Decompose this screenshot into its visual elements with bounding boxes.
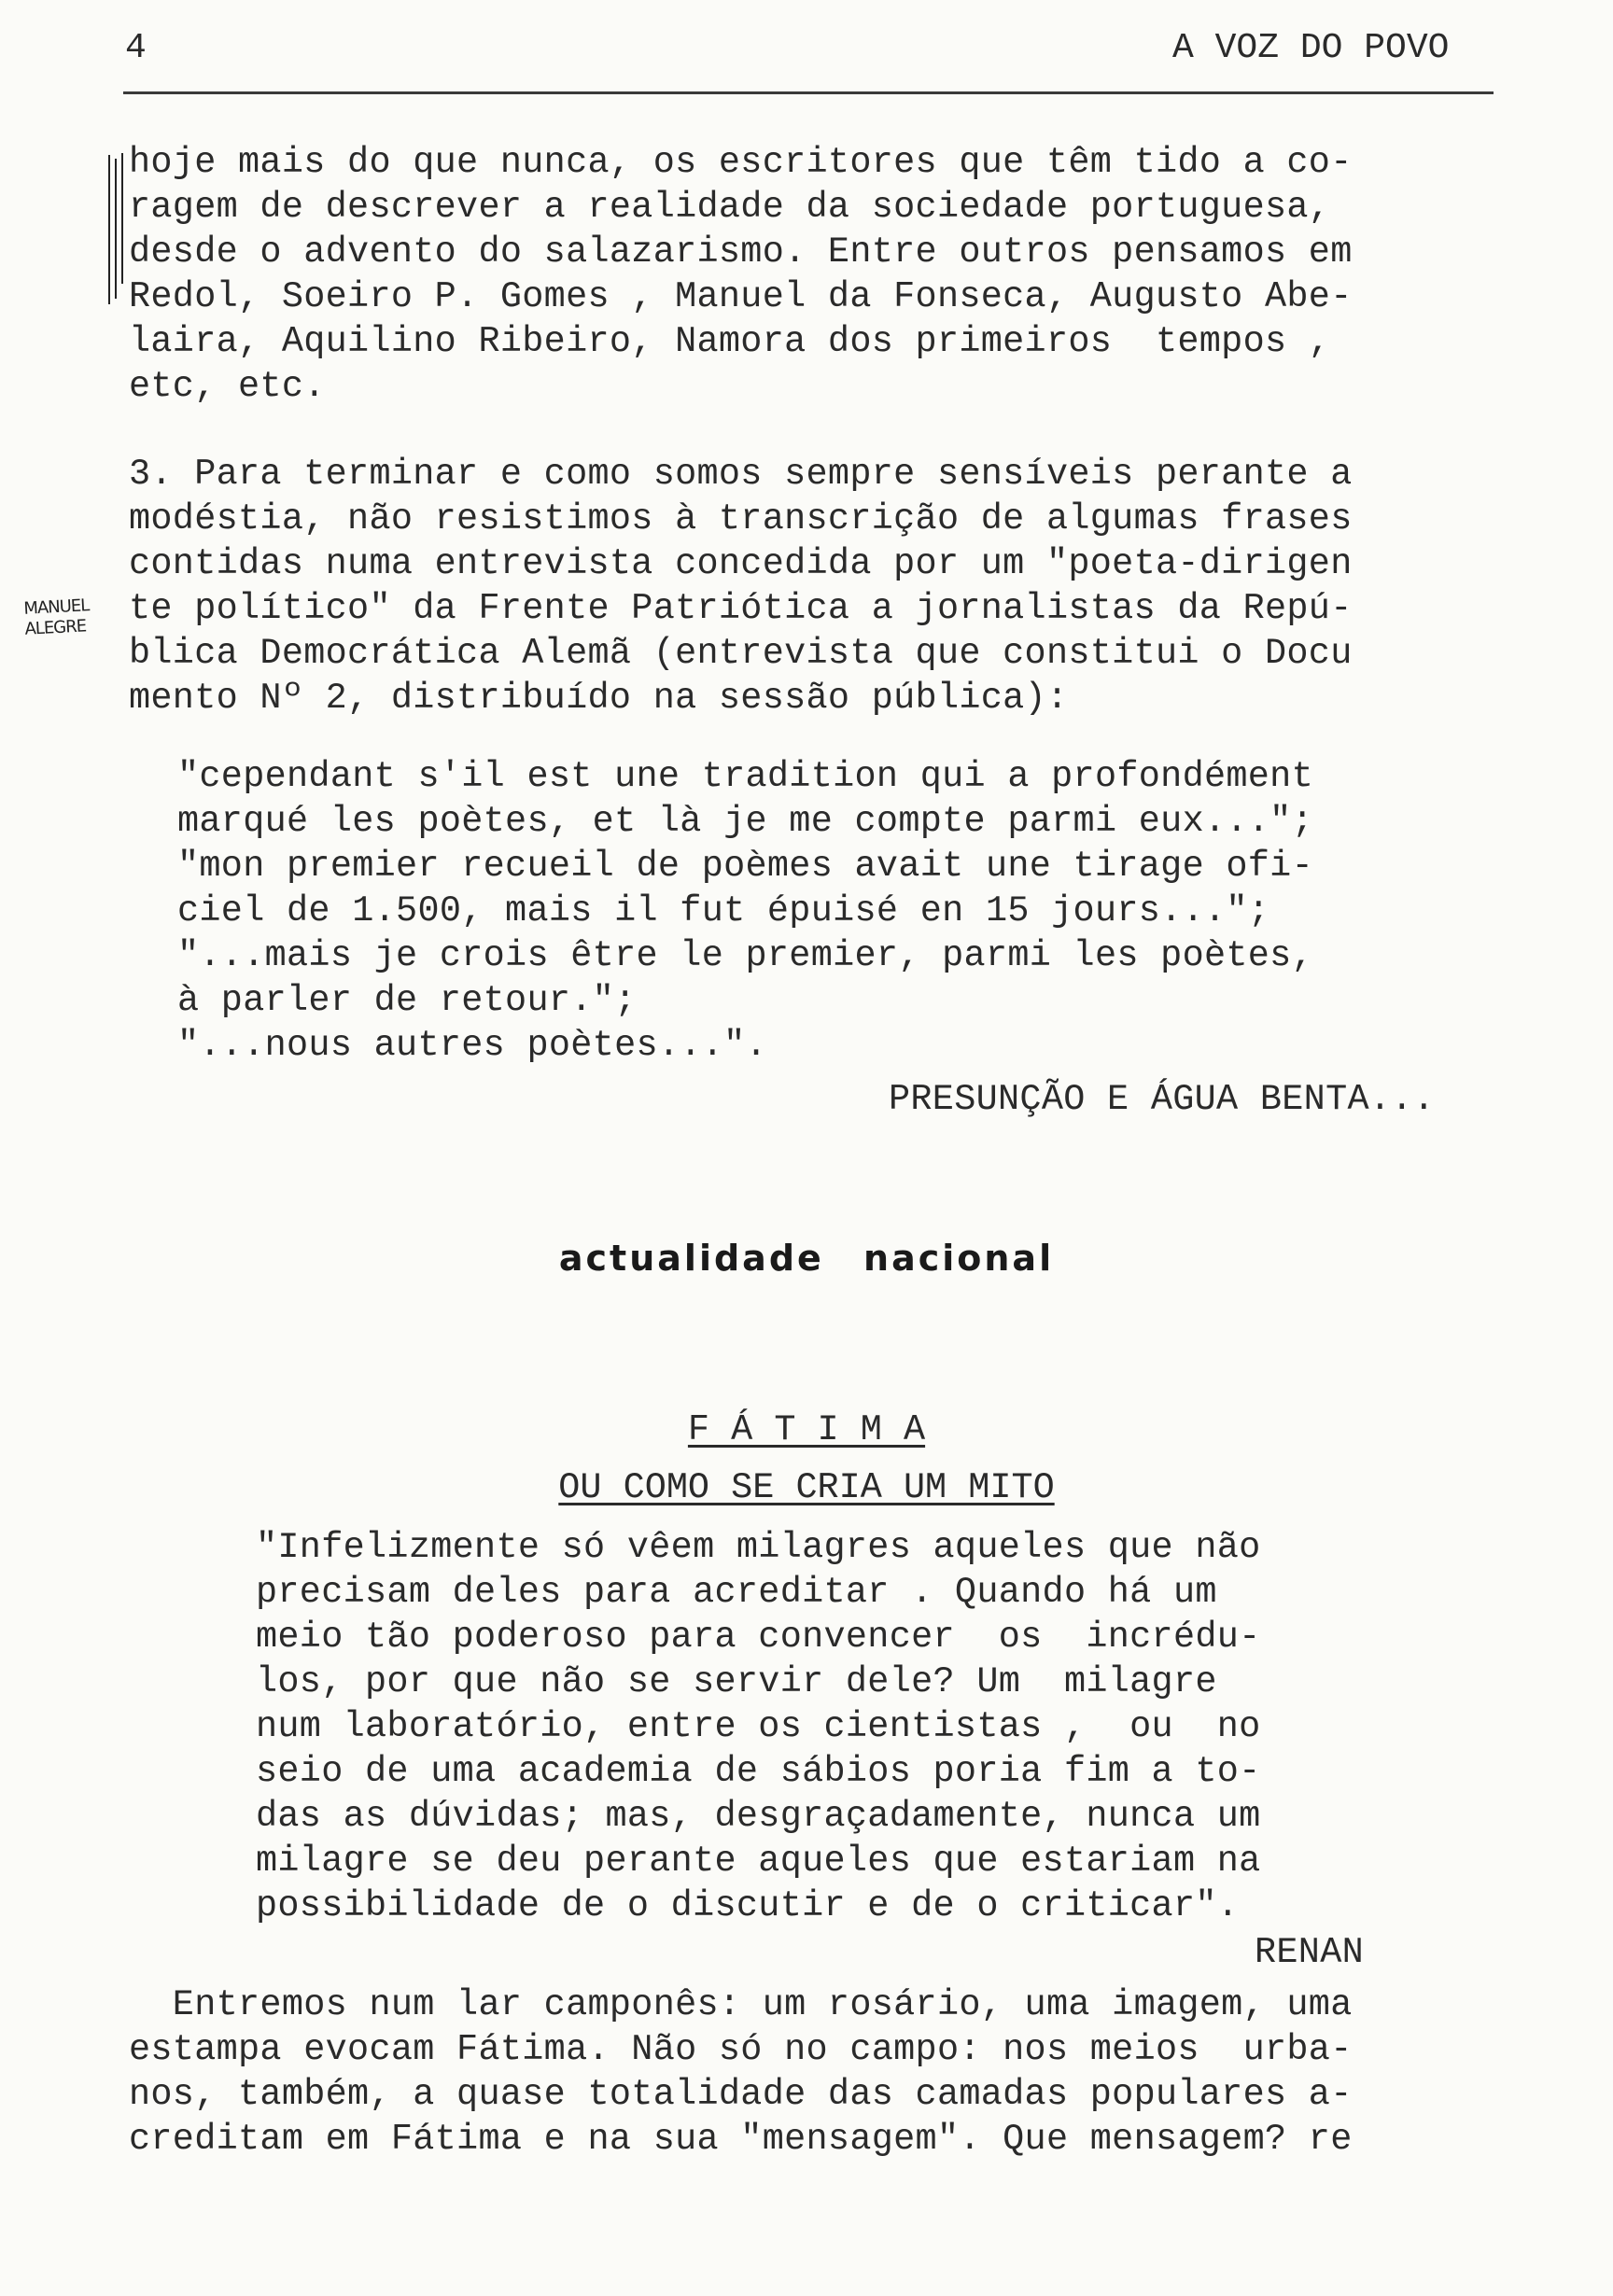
body-line: estampa evocam Fátima. Não só no campo: nos meios urba- — [129, 2029, 1353, 2070]
body-line: Entremos num lar camponês: um rosário, uma imagem, uma — [129, 1984, 1353, 2025]
article-subtitle: OU COMO SE CRIA UM MITO — [558, 1467, 1055, 1508]
paragraph-line: hoje mais do que nunca, os escritores que têm tido a co- — [129, 142, 1353, 183]
handwritten-margin-note: MANUEL ALEGRE — [22, 595, 90, 639]
quote-line: marqué les poètes, et là je me compte parmi eux..."; — [177, 801, 1313, 842]
paragraph-line: te político" da Frente Patriótica a jornalistas da Repú- — [129, 588, 1353, 629]
section-title: actualidade nacional — [558, 1238, 1055, 1279]
epigraph-line: los, por que não se servir dele? Um milagre — [256, 1661, 1217, 1702]
header-rule — [123, 91, 1494, 94]
paragraph-line: laira, Aquilino Ribeiro, Namora dos primeiros tempos , — [129, 321, 1331, 362]
paragraph-line: Redol, Soeiro P. Gomes , Manuel da Fonseca, Augusto Abe- — [129, 276, 1353, 317]
epigraph-line: possibilidade de o discutir e de o criticar". — [256, 1885, 1240, 1926]
page-number: 4 — [125, 28, 147, 68]
paragraph-line: blica Democrática Alemã (entrevista que constitui o Docu — [129, 633, 1353, 674]
epigraph-author: RENAN — [1255, 1932, 1365, 1973]
body-line: creditam em Fátima e na sua "mensagem". Que mensagem? re — [129, 2119, 1353, 2160]
epigraph-line: milagre se deu perante aqueles que estariam na — [256, 1841, 1261, 1882]
closing-remark: PRESUNÇÃO E ÁGUA BENTA... — [889, 1079, 1436, 1120]
epigraph-line: precisam deles para acreditar . Quando há um — [256, 1572, 1217, 1613]
paragraph-line: mento Nº 2, distribuído na sessão pública): — [129, 678, 1069, 719]
quote-line: à parler de retour."; — [177, 980, 637, 1021]
paragraph-line: contidas numa entrevista concedida por um "poeta-dirigen — [129, 543, 1353, 584]
paragraph-line: desde o advento do salazarismo. Entre outros pensamos em — [129, 231, 1353, 273]
paragraph-line: 3. Para terminar e como somos sempre sensíveis perante a — [129, 454, 1353, 495]
article-title: F Á T I M A — [687, 1409, 926, 1450]
epigraph-line: das as dúvidas; mas, desgraçadamente, nunca um — [256, 1796, 1261, 1837]
quote-line: "cependant s'il est une tradition qui a profondément — [177, 756, 1313, 797]
quote-line: "...nous autres poètes...". — [177, 1025, 767, 1066]
quote-line: "mon premier recueil de poèmes avait une tirage ofi- — [177, 846, 1313, 887]
epigraph-line: "Infelizmente só vêem milagres aqueles que não — [256, 1527, 1261, 1568]
quote-line: "...mais je crois être le premier, parmi les poètes, — [177, 935, 1313, 976]
margin-bracket-mark — [115, 159, 117, 299]
paragraph-line: etc, etc. — [129, 366, 326, 407]
publication-title: A VOZ DO POVO — [1172, 28, 1450, 68]
quote-line: ciel de 1.500, mais il fut épuisé en 15 jours..."; — [177, 890, 1270, 931]
margin-bracket-mark — [121, 153, 123, 284]
epigraph-line: num laboratório, entre os cientistas , ou no — [256, 1706, 1261, 1747]
body-line: nos, também, a quase totalidade das camadas populares a- — [129, 2074, 1353, 2115]
paragraph-line: ragem de descrever a realidade da sociedade portuguesa, — [129, 187, 1331, 228]
paragraph-line: modéstia, não resistimos à transcrição de algumas frases — [129, 498, 1353, 539]
margin-bracket-mark — [108, 155, 110, 304]
epigraph-line: meio tão poderoso para convencer os incrédu- — [256, 1617, 1261, 1658]
epigraph-line: seio de uma academia de sábios poria fim a to- — [256, 1751, 1261, 1792]
